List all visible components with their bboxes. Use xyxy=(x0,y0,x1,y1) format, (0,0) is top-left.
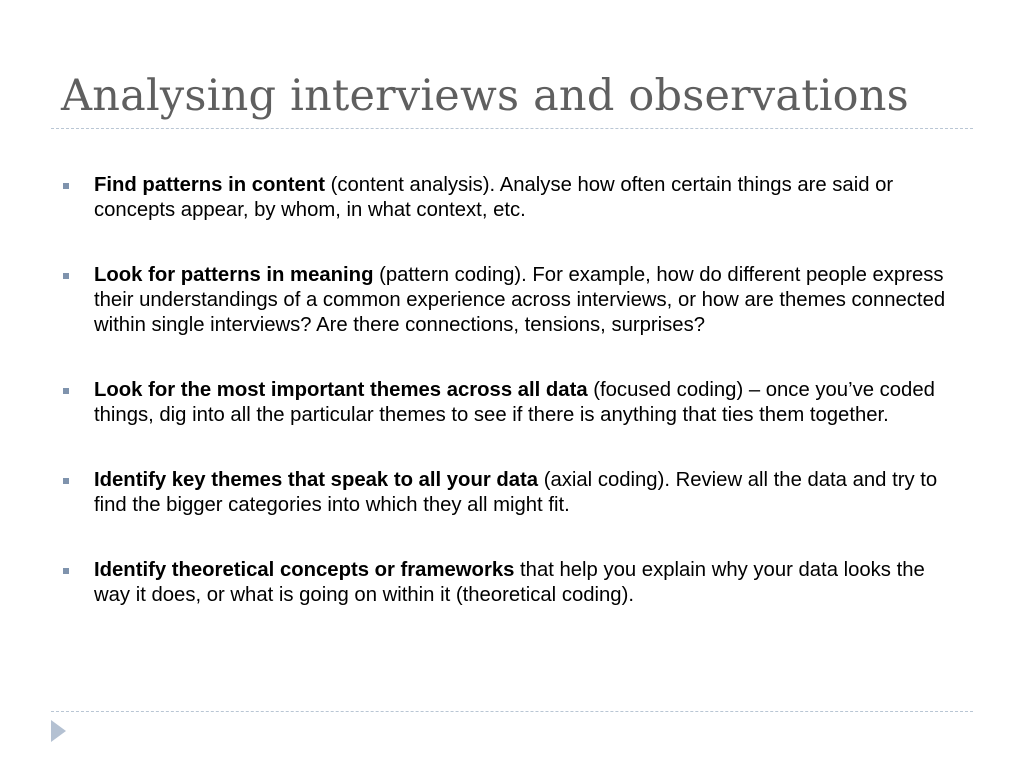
square-bullet-icon xyxy=(63,568,69,574)
square-bullet-icon xyxy=(63,388,69,394)
bullet-heading: Identify theoretical concepts or frameworks xyxy=(94,559,515,581)
slide-title: Analysing interviews and observations xyxy=(61,71,909,121)
bullet-list xyxy=(0,173,1024,608)
bullet-item xyxy=(0,378,1024,428)
bullet-item xyxy=(0,263,1024,338)
bullet-text: that help you explain why your data looks the way it does, or what is going on within it (theoretical coding). xyxy=(94,559,925,606)
bullet-text: (content analysis). Analyse how often certain things are said or concepts appear, by whom, in what context, etc. xyxy=(94,174,894,221)
bullet-text: (axial coding). Review all the data and try to find the bigger categories into which they all might fit. xyxy=(94,469,938,516)
bullet-heading: Identify key themes that speak to all your data xyxy=(94,469,539,491)
square-bullet-icon xyxy=(63,478,69,484)
bullet-heading: Look for patterns in meaning xyxy=(94,264,374,286)
bullet-text: (pattern coding). For example, how do different people express their understandings of a common experience across interviews, or how are themes connected within single interviews? Are there connections, tensions, surprises? xyxy=(94,264,946,336)
footer-divider xyxy=(51,711,973,712)
title-divider xyxy=(51,128,973,129)
bullet-item xyxy=(0,173,1024,223)
bullet-heading: Look for the most important themes across all data xyxy=(94,379,588,401)
bullet-text: (focused coding) – once you’ve coded things, dig into all the particular themes to see if there is anything that ties them together. xyxy=(94,379,935,426)
bullet-item xyxy=(0,558,1024,608)
square-bullet-icon xyxy=(63,273,69,279)
bullet-heading: Find patterns in content xyxy=(94,174,325,196)
bullet-item xyxy=(0,468,1024,518)
square-bullet-icon xyxy=(63,183,69,189)
play-arrow-icon[interactable] xyxy=(51,720,66,742)
